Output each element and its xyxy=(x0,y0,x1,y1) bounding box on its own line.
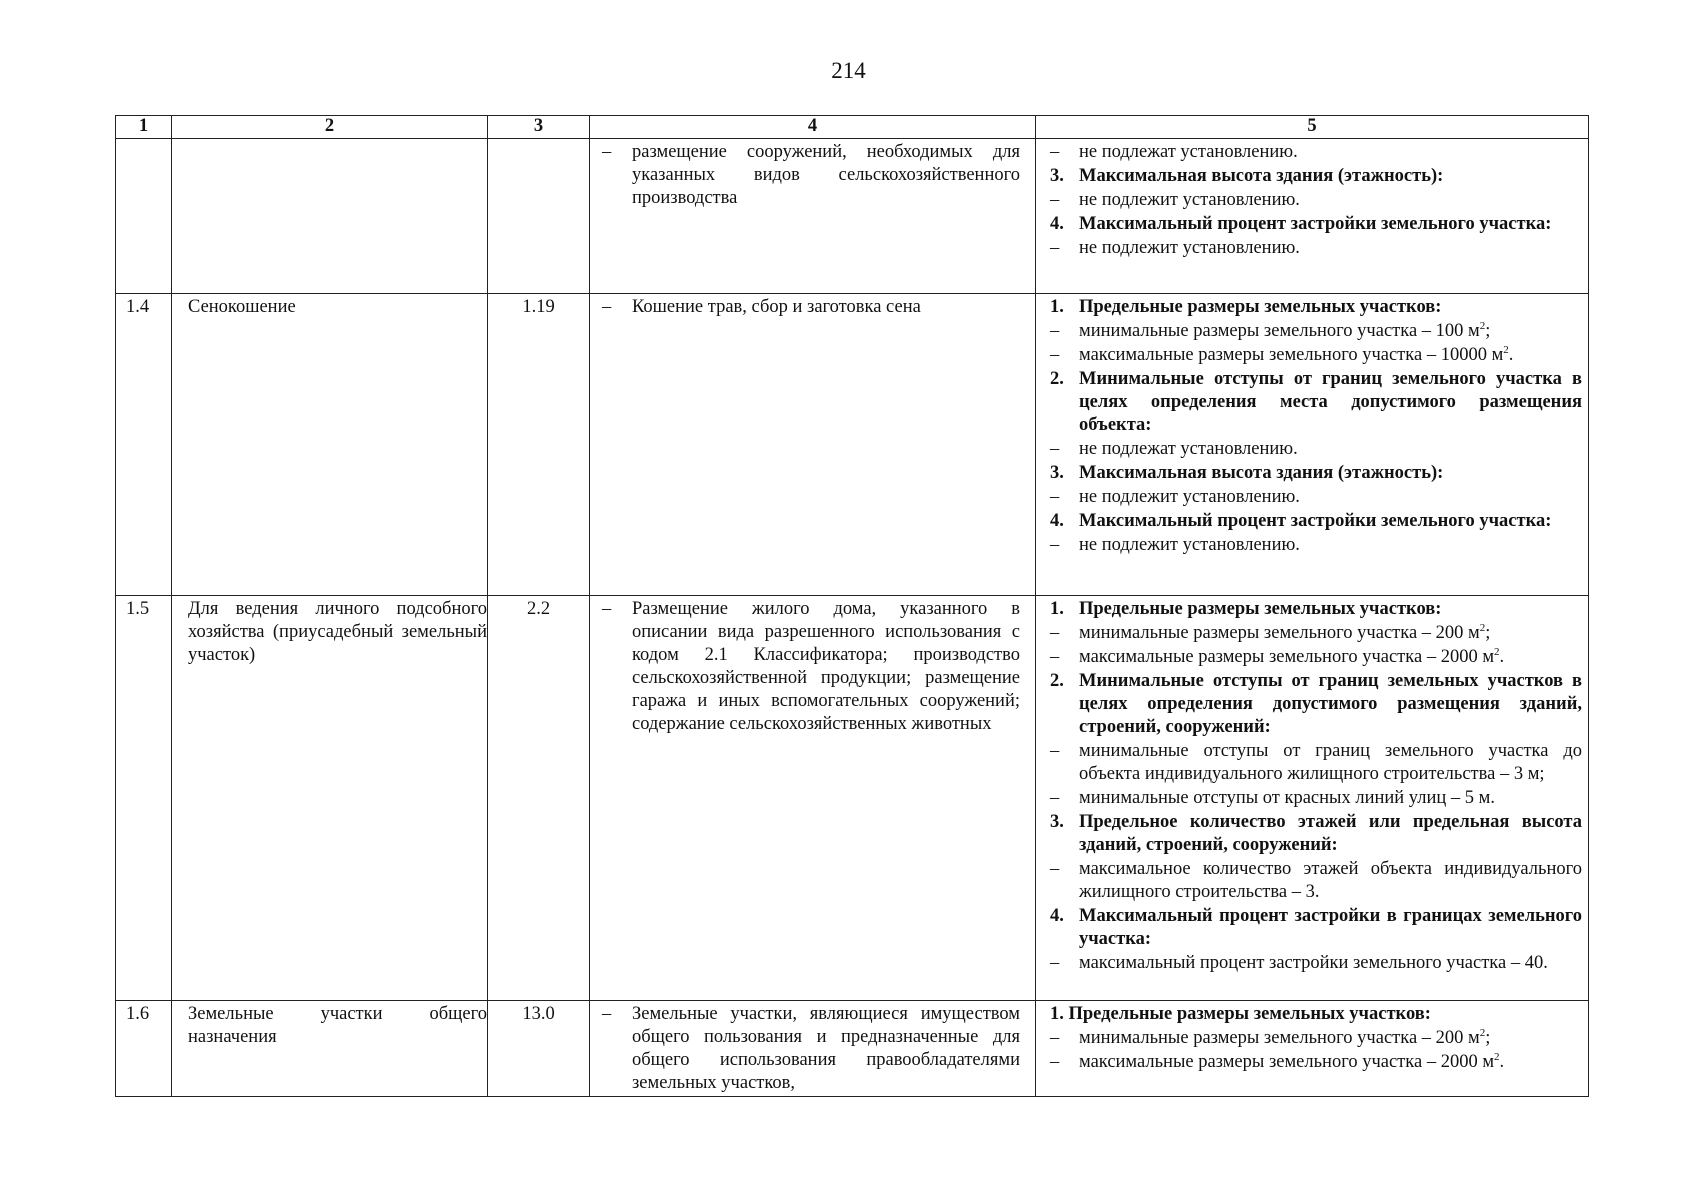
use-description-cell xyxy=(590,1001,1036,1097)
unit-superscript: 2 xyxy=(1494,646,1500,658)
parameter-text-main: минимальные размеры земельного участка – 100 м xyxy=(1079,321,1480,341)
parameter-text-main: минимальные отступы от границ земельного участка до объекта индивидуального жилищного строительства – 3 м; xyxy=(1079,741,1582,784)
use-type-name-cell: Для ведения личного подсобного хозяйства (приусадебный земельный участок) xyxy=(172,596,488,1001)
parameters-cell xyxy=(1036,596,1589,1001)
parameter-text-tail: ; xyxy=(1485,623,1491,643)
parameter-value xyxy=(1050,320,1582,343)
parameter-text xyxy=(1079,858,1582,904)
parameter-text-main: не подлежит установлению. xyxy=(1079,190,1300,210)
dash-marker: – xyxy=(602,1004,612,1024)
dash-marker: – xyxy=(1050,953,1060,973)
item-number: 2. xyxy=(1050,369,1064,389)
dash-marker: – xyxy=(1050,238,1060,258)
parameter-text xyxy=(1079,811,1582,857)
description-text: Земельные участки, являющиеся имуществом общего пользования и предназначенные для общего использования правообладателями земельных участков, xyxy=(632,1004,1020,1093)
parameter-text xyxy=(1079,486,1582,509)
parameter-text-main: Минимальные отступы от границ земельных участков в целях определения допустимого размещения зданий, строений, сооружений: xyxy=(1079,671,1582,737)
dash-marker: – xyxy=(1050,623,1060,643)
parameter-text-main: максимальные размеры земельного участка – 2000 м xyxy=(1079,647,1495,667)
parameter-text-main: минимальные размеры земельного участка – 200 м xyxy=(1079,1028,1480,1048)
use-type-name-cell xyxy=(172,139,488,294)
parameter-text xyxy=(1079,510,1582,533)
dash-marker: – xyxy=(1050,439,1060,459)
parameter-heading xyxy=(1050,670,1582,739)
parameter-value xyxy=(1050,486,1582,509)
regulations-table xyxy=(115,115,1589,1097)
parameter-text xyxy=(1079,320,1582,343)
description-text: Кошение трав, сбор и заготовка сена xyxy=(632,297,921,317)
use-type-code-cell: 13.0 xyxy=(488,1001,590,1097)
item-number: 4. xyxy=(1050,906,1064,926)
parameter-text-main: Максимальный процент застройки земельного участка: xyxy=(1079,214,1552,234)
parameter-heading xyxy=(1050,213,1582,236)
parameter-value xyxy=(1050,740,1582,786)
parameter-text-main: Максимальный процент застройки в границах земельного участка: xyxy=(1079,906,1582,949)
parameter-text xyxy=(1079,438,1582,461)
parameter-text-main: максимальное количество этажей объекта индивидуального жилищного строительства – 3. xyxy=(1079,859,1582,902)
parameter-text-main: Предельные размеры земельных участков: xyxy=(1079,297,1442,317)
parameter-text xyxy=(1079,670,1582,739)
use-description-cell xyxy=(590,596,1036,1001)
description-text: размещение сооружений, необходимых для указанных видов сельскохозяйственного производства xyxy=(632,142,1020,208)
row-number-cell: 1.4 xyxy=(116,294,172,596)
parameter-text-main: максимальный процент застройки земельного участка – 40. xyxy=(1079,953,1548,973)
parameter-text-main: не подлежит установлению. xyxy=(1079,238,1300,258)
description-item xyxy=(602,598,1020,736)
parameter-text xyxy=(1079,237,1582,260)
parameter-heading xyxy=(1050,811,1582,857)
parameter-text-main: минимальные размеры земельного участка – 200 м xyxy=(1079,623,1480,643)
table-row xyxy=(116,596,1589,1001)
parameter-text-tail: ; xyxy=(1485,321,1491,341)
parameters-cell xyxy=(1036,294,1589,596)
parameter-text xyxy=(1079,189,1582,212)
dash-marker: – xyxy=(1050,788,1060,808)
row-number-cell xyxy=(116,139,172,294)
dash-marker: – xyxy=(602,142,612,162)
use-type-code-cell: 1.19 xyxy=(488,294,590,596)
dash-marker: – xyxy=(1050,741,1060,761)
description-text: Размещение жилого дома, указанного в описании вида разрешенного использования с кодом 2.1 Классификатора; производство сельскохозяйственной продукции; размещение гаража и иных вспомогательных сооружений; содержание сельскохозяйственных животных xyxy=(632,599,1020,734)
page-number: 214 xyxy=(831,58,866,83)
use-type-name-cell: Сенокошение xyxy=(172,294,488,596)
table-row xyxy=(116,1001,1589,1097)
dash-marker: – xyxy=(602,599,612,619)
parameter-text xyxy=(1079,905,1582,951)
parameter-value xyxy=(1050,534,1582,557)
parameter-text xyxy=(1079,213,1582,236)
parameter-text xyxy=(1079,952,1582,975)
row-number-cell: 1.5 xyxy=(116,596,172,1001)
parameter-text-main: Максимальная высота здания (этажность): xyxy=(1079,463,1444,483)
parameter-value xyxy=(1050,189,1582,212)
parameter-text xyxy=(1079,740,1582,786)
parameter-heading xyxy=(1050,905,1582,951)
item-number: 4. xyxy=(1050,214,1064,234)
unit-superscript: 2 xyxy=(1494,1051,1500,1063)
parameter-text xyxy=(1079,622,1582,645)
dash-marker: – xyxy=(1050,142,1060,162)
parameter-value xyxy=(1050,141,1582,164)
parameter-value xyxy=(1050,646,1582,669)
parameter-heading: 1. Предельные размеры земельных участков: xyxy=(1050,1004,1431,1024)
parameter-text-main: максимальные размеры земельного участка – 2000 м xyxy=(1079,1052,1495,1072)
parameter-text-tail: ; xyxy=(1485,1028,1491,1048)
dash-marker: – xyxy=(1050,647,1060,667)
parameter-text xyxy=(1079,141,1582,164)
parameter-text xyxy=(1079,165,1582,188)
column-header: 5 xyxy=(1036,116,1589,139)
parameter-text xyxy=(1079,344,1582,367)
item-number: 1. xyxy=(1050,599,1064,619)
parameter-text-main: не подлежат установлению. xyxy=(1079,142,1298,162)
table-row xyxy=(116,294,1589,596)
parameter-text-main: Максимальная высота здания (этажность): xyxy=(1079,166,1444,186)
row-number-cell: 1.6 xyxy=(116,1001,172,1097)
table-header-row xyxy=(116,116,1589,139)
parameter-text xyxy=(1079,296,1582,319)
parameter-value xyxy=(1050,344,1582,367)
dash-marker: – xyxy=(1050,535,1060,555)
parameter-text-main: не подлежат установлению. xyxy=(1079,439,1298,459)
dash-marker: – xyxy=(1050,1028,1060,1048)
parameter-text xyxy=(1079,368,1582,437)
use-type-name-cell: Земельные участки общего назначения xyxy=(172,1001,488,1097)
parameter-text-main: не подлежит установлению. xyxy=(1079,535,1300,555)
dash-marker: – xyxy=(1050,859,1060,879)
unit-superscript: 2 xyxy=(1479,622,1486,634)
unit-superscript: 2 xyxy=(1479,320,1486,332)
table-row xyxy=(116,139,1589,294)
use-description-cell xyxy=(590,139,1036,294)
dash-marker: – xyxy=(1050,321,1060,341)
parameter-value xyxy=(1050,1051,1582,1074)
parameter-text-main: Предельное количество этажей или предельная высота зданий, строений, сооружений: xyxy=(1079,812,1582,855)
description-item xyxy=(602,296,1020,319)
unit-superscript: 2 xyxy=(1479,1027,1486,1039)
parameter-value xyxy=(1050,858,1582,904)
item-number: 3. xyxy=(1050,166,1064,186)
column-header: 3 xyxy=(488,116,590,139)
unit-superscript: 2 xyxy=(1503,344,1509,356)
dash-marker: – xyxy=(1050,487,1060,507)
parameter-heading xyxy=(1050,462,1582,485)
parameter-text xyxy=(1079,534,1582,557)
column-header: 2 xyxy=(172,116,488,139)
column-header: 1 xyxy=(116,116,172,139)
description-item xyxy=(602,141,1020,210)
dash-marker: – xyxy=(1050,1052,1060,1072)
parameter-value xyxy=(1050,1027,1582,1050)
description-item xyxy=(602,1003,1020,1095)
column-header: 4 xyxy=(590,116,1036,139)
parameter-text xyxy=(1079,1027,1582,1050)
parameter-text xyxy=(1079,462,1582,485)
parameter-text-tail: . xyxy=(1499,647,1505,667)
parameter-value xyxy=(1050,787,1582,810)
parameter-text-tail: . xyxy=(1508,345,1514,365)
item-number: 3. xyxy=(1050,463,1064,483)
parameter-value xyxy=(1050,438,1582,461)
parameter-heading xyxy=(1050,510,1582,533)
use-type-code-cell: 2.2 xyxy=(488,596,590,1001)
parameter-text xyxy=(1079,787,1582,810)
dash-marker: – xyxy=(1050,345,1060,365)
parameter-heading xyxy=(1050,368,1582,437)
parameter-value xyxy=(1050,622,1582,645)
use-type-code-cell xyxy=(488,139,590,294)
parameter-heading xyxy=(1050,296,1582,319)
parameter-heading xyxy=(1050,165,1582,188)
parameter-text xyxy=(1079,1051,1582,1074)
parameter-value xyxy=(1050,952,1582,975)
parameter-text-main: Максимальный процент застройки земельного участка: xyxy=(1079,511,1552,531)
parameter-text-tail: . xyxy=(1499,1052,1505,1072)
parameter-text-main: максимальные размеры земельного участка – 10000 м xyxy=(1079,345,1504,365)
parameters-cell xyxy=(1036,139,1589,294)
dash-marker: – xyxy=(602,297,612,317)
dash-marker: – xyxy=(1050,190,1060,210)
parameter-text xyxy=(1079,646,1582,669)
item-number: 1. xyxy=(1050,297,1064,317)
parameter-value xyxy=(1050,237,1582,260)
parameters-cell xyxy=(1036,1001,1589,1097)
item-number: 2. xyxy=(1050,671,1064,691)
item-number: 3. xyxy=(1050,812,1064,832)
use-description-cell xyxy=(590,294,1036,596)
parameter-text-main: Предельные размеры земельных участков: xyxy=(1079,599,1442,619)
table-body xyxy=(116,139,1589,1097)
parameter-heading xyxy=(1050,598,1582,621)
item-number: 4. xyxy=(1050,511,1064,531)
parameter-text-main: Минимальные отступы от границ земельного участка в целях определения места допустимого размещения объекта: xyxy=(1079,369,1582,435)
parameter-text-main: минимальные отступы от красных линий улиц – 5 м. xyxy=(1079,788,1495,808)
parameter-text-main: не подлежит установлению. xyxy=(1079,487,1300,507)
parameter-text xyxy=(1079,598,1582,621)
